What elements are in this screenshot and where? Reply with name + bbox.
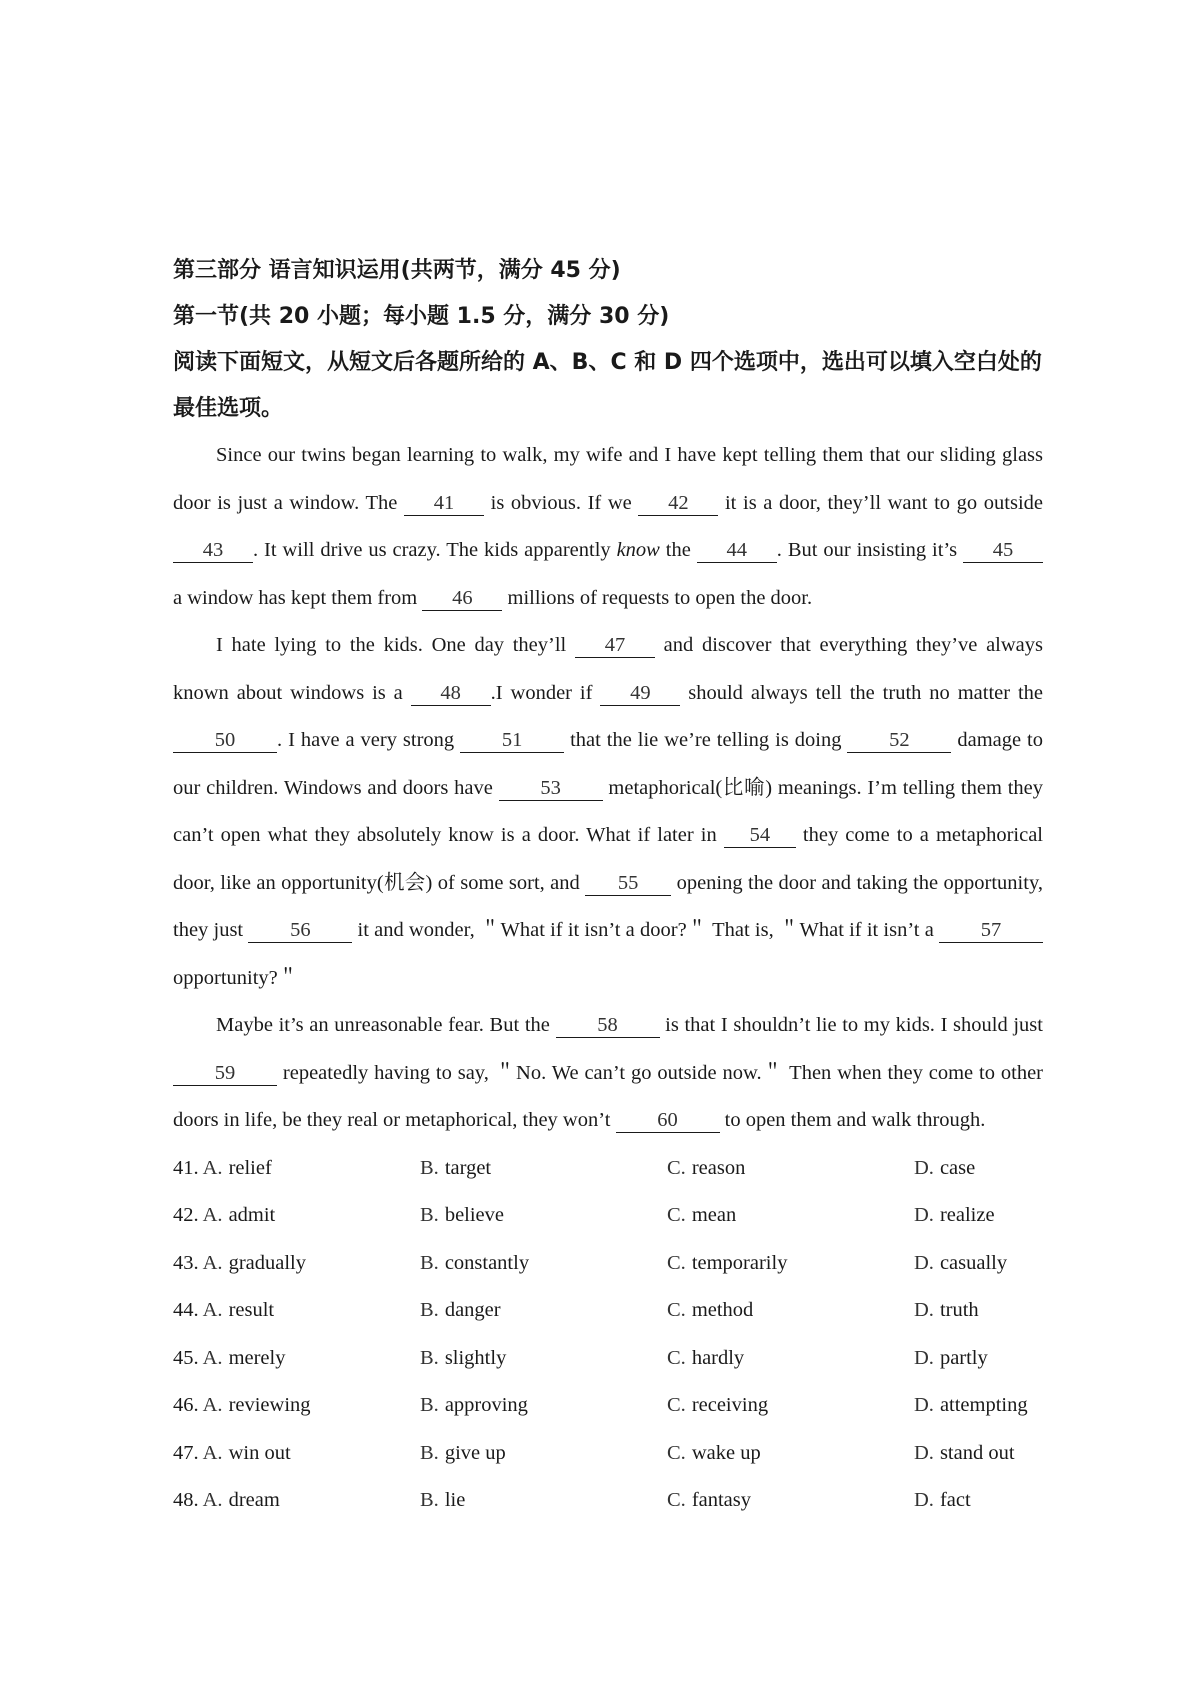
option-letter: A. (202, 1251, 223, 1274)
text-run: millions of requests to open the door. (502, 586, 813, 609)
option-a (173, 1145, 272, 1193)
option-d (914, 1430, 1015, 1478)
blank-59: 59 (173, 1061, 277, 1086)
option-text: attempting (939, 1394, 1028, 1416)
option-letter: A. (202, 1346, 223, 1369)
question-number: 42. (173, 1204, 199, 1226)
option-letter: A. (202, 1204, 223, 1226)
option-letter: D. (914, 1156, 934, 1179)
option-letter: B. (420, 1156, 439, 1179)
option-text: case (939, 1156, 976, 1179)
option-letter: C. (667, 1204, 686, 1226)
text-run: opportunity?＂ (173, 966, 299, 989)
option-letter: B. (420, 1441, 439, 1464)
option-a (173, 1335, 285, 1383)
blank-43: 43 (173, 538, 253, 563)
option-text: approving (444, 1394, 528, 1416)
blank-60: 60 (616, 1108, 720, 1133)
question-48 (173, 1477, 1043, 1525)
blank-49: 49 (600, 681, 680, 706)
blank-50: 50 (173, 728, 277, 753)
option-letter: C. (667, 1489, 686, 1511)
option-text: stand out (939, 1441, 1015, 1464)
option-letter: B. (420, 1346, 439, 1369)
option-text: result (228, 1299, 275, 1321)
text-run: Maybe it’s an unreasonable fear. But the (216, 1014, 556, 1036)
option-text: reason (691, 1156, 746, 1179)
option-a (173, 1382, 311, 1430)
option-letter: A. (202, 1441, 223, 1464)
blank-51: 51 (460, 728, 564, 753)
option-letter: A. (202, 1489, 223, 1511)
option-letter: D. (914, 1251, 934, 1274)
emphasis-know: know (616, 539, 660, 561)
blank-57: 57 (939, 918, 1043, 943)
option-letter: D. (914, 1299, 934, 1321)
option-d (914, 1192, 995, 1240)
option-text: truth (939, 1299, 979, 1321)
option-b (420, 1240, 529, 1288)
option-letter: D. (914, 1346, 934, 1369)
option-a (173, 1192, 275, 1240)
blank-44: 44 (697, 538, 777, 563)
text-run: that the lie we’re telling is doing (564, 729, 848, 751)
option-b (420, 1477, 465, 1525)
question-42 (173, 1192, 1043, 1240)
section-title: 第一节(共 20 小题；每小题 1.5 分，满分 30 分) (173, 304, 670, 329)
option-text: admit (228, 1204, 276, 1226)
blank-52: 52 (847, 728, 951, 753)
blank-55: 55 (585, 871, 671, 896)
option-text: wake up (691, 1441, 761, 1464)
question-41 (173, 1145, 1043, 1193)
option-c (667, 1430, 761, 1478)
text-run: is obvious. If we (484, 491, 639, 514)
option-letter: A. (202, 1394, 223, 1416)
text-run: . But our insisting it’s (776, 539, 964, 561)
text-run: the (659, 539, 697, 561)
text-run: . I have a very strong (277, 729, 461, 751)
option-letter: C. (667, 1251, 686, 1274)
text-run: should always tell the truth no matter the (680, 681, 1044, 704)
option-letter: B. (420, 1251, 439, 1274)
option-letter: C. (667, 1441, 686, 1464)
option-text: believe (444, 1204, 505, 1226)
blank-53: 53 (499, 776, 603, 801)
text-run: .I wonder if (490, 681, 601, 704)
option-a (173, 1477, 280, 1525)
option-c (667, 1477, 751, 1525)
question-number: 43. (173, 1251, 199, 1274)
question-number: 41. (173, 1156, 199, 1179)
options-list (173, 1145, 1043, 1525)
option-text: casually (939, 1251, 1008, 1274)
question-43 (173, 1240, 1043, 1288)
option-text: fact (939, 1489, 971, 1511)
option-text: danger (444, 1299, 501, 1321)
option-text: realize (939, 1204, 995, 1226)
option-letter: A. (202, 1156, 223, 1179)
option-a (173, 1240, 306, 1288)
option-text: lie (444, 1489, 466, 1511)
option-c (667, 1382, 768, 1430)
text-run: opening the door and taking the opportunity, they just (173, 871, 1043, 941)
option-a (173, 1430, 291, 1478)
option-text: hardly (691, 1346, 745, 1369)
option-b (420, 1430, 506, 1478)
question-number: 44. (173, 1299, 199, 1321)
option-b (420, 1382, 528, 1430)
blank-46: 46 (422, 586, 502, 611)
blank-58: 58 (556, 1013, 660, 1038)
option-letter: D. (914, 1204, 934, 1226)
paragraph-2 (173, 622, 1043, 1002)
option-text: relief (228, 1156, 272, 1179)
question-45 (173, 1335, 1043, 1383)
option-d (914, 1477, 971, 1525)
text-run: they come to a metaphorical door, like an opportunity(机会) of some sort, and (173, 824, 1043, 894)
option-letter: B. (420, 1489, 439, 1511)
blank-56: 56 (248, 918, 352, 943)
option-c (667, 1145, 745, 1193)
text-run: I hate lying to the kids. One day they’ll (216, 634, 575, 656)
option-d (914, 1145, 975, 1193)
option-letter: D. (914, 1394, 934, 1416)
blank-48: 48 (411, 681, 491, 706)
option-d (914, 1240, 1007, 1288)
option-text: receiving (691, 1394, 769, 1416)
option-letter: A. (202, 1299, 223, 1321)
option-letter: B. (420, 1394, 439, 1416)
option-letter: C. (667, 1156, 686, 1179)
blank-54: 54 (724, 823, 796, 848)
blank-47: 47 (575, 633, 655, 658)
option-letter: C. (667, 1394, 686, 1416)
option-text: win out (228, 1441, 291, 1464)
option-letter: B. (420, 1204, 439, 1226)
text-run: a window has kept them from (173, 586, 423, 609)
option-b (420, 1192, 504, 1240)
option-letter: D. (914, 1441, 934, 1464)
text-run: and discover that everything they’ve always known about windows is a (173, 634, 1043, 704)
option-a (173, 1287, 274, 1335)
blank-41: 41 (404, 491, 484, 516)
option-text: target (444, 1156, 492, 1179)
option-text: gradually (228, 1251, 306, 1274)
question-number: 45. (173, 1346, 199, 1369)
text-run: damage to our children. Windows and doors have (173, 729, 1043, 799)
option-b (420, 1335, 506, 1383)
option-text: dream (228, 1489, 280, 1511)
blank-45: 45 (963, 538, 1043, 563)
text-run: it is a door, they’ll want to go outside (718, 491, 1043, 514)
option-d (914, 1335, 988, 1383)
option-text: mean (691, 1204, 737, 1226)
text-run: repeatedly having to say, ＂No. We can’t go outside now.＂ Then when they come to other doors in life, be they real or metaphorical, they won’t (173, 1061, 1043, 1131)
option-text: partly (939, 1346, 988, 1369)
option-letter: D. (914, 1489, 934, 1511)
text-run: is that I shouldn’t lie to my kids. I should just (659, 1014, 1043, 1036)
option-letter: C. (667, 1299, 686, 1321)
option-text: constantly (444, 1251, 530, 1274)
question-44 (173, 1287, 1043, 1335)
option-letter: C. (667, 1346, 686, 1369)
option-b (420, 1145, 491, 1193)
question-number: 47. (173, 1441, 199, 1464)
instruction: 阅读下面短文，从短文后各题所给的 A、B、C 和 D 四个选项中，选出可以填入空白处的最佳选项。 (173, 350, 1042, 421)
paragraph-1 (173, 432, 1043, 622)
option-text: reviewing (228, 1394, 311, 1416)
option-text: give up (444, 1441, 506, 1464)
option-c (667, 1240, 787, 1288)
paragraph-3 (173, 1002, 1043, 1145)
option-letter: B. (420, 1299, 439, 1321)
option-b (420, 1287, 501, 1335)
option-text: method (691, 1299, 754, 1321)
option-text: slightly (444, 1346, 507, 1369)
part-title: 第三部分 语言知识运用(共两节，满分 45 分) (173, 258, 621, 283)
question-number: 48. (173, 1489, 199, 1511)
exam-page (173, 248, 1043, 1525)
option-c (667, 1287, 753, 1335)
option-d (914, 1287, 979, 1335)
blank-42: 42 (638, 491, 718, 516)
option-text: merely (228, 1346, 286, 1369)
question-46 (173, 1382, 1043, 1430)
option-d (914, 1382, 1028, 1430)
text-run: metaphorical(比喻) meanings. I’m telling them they can’t open what they absolutely know is a door. What if later in (173, 776, 1043, 846)
text-run: to open them and walk through. (719, 1109, 986, 1131)
option-c (667, 1192, 736, 1240)
text-run: it and wonder, ＂What if it isn’t a door?＂ That is, ＂What if it isn’t a (352, 919, 939, 941)
option-c (667, 1335, 744, 1383)
text-run: Since our twins began learning to walk, my wife and I have kept telling them that our sliding glass door is just a window. The (173, 444, 1043, 514)
option-text: temporarily (691, 1251, 788, 1274)
text-run: . It will drive us crazy. The kids apparently (253, 539, 617, 561)
question-47 (173, 1430, 1043, 1478)
question-number: 46. (173, 1394, 199, 1416)
option-text: fantasy (691, 1489, 752, 1511)
